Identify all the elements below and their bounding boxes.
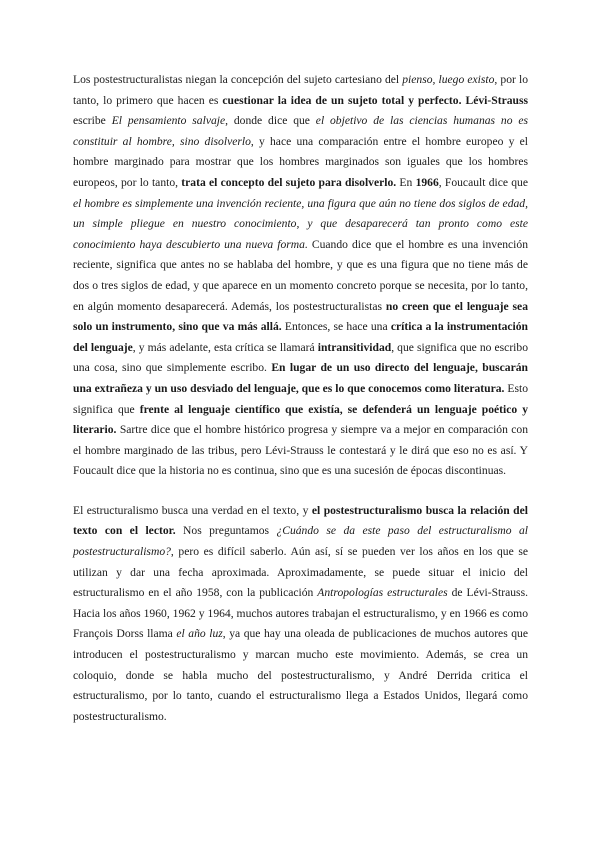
text-segment: El estructuralismo busca una verdad en el texto, y	[73, 503, 312, 517]
book-title: El pensamiento salvaje	[111, 114, 226, 128]
bold-term: intransitividad	[317, 340, 392, 354]
paragraph-postestructuralismo-sujeto	[73, 70, 528, 482]
text-segment: , Foucault dice que	[438, 175, 528, 189]
book-title: Antropologías estructurales	[317, 586, 448, 600]
text-segment: , y hace una comparación entre el hombre europeo y el hombre marginado para mostrar que los hombres marginados son iguales que los hombres europeos, por lo tanto,	[73, 134, 528, 189]
text-segment: Los postestructuralistas niegan la concepción del sujeto cartesiano del	[73, 73, 403, 86]
italic-quote: el objetivo de las ciencias humanas no es constituir al hombre, sino disolverlo	[73, 114, 529, 148]
text-segment: , donde dice que	[225, 114, 316, 128]
text-segment: Cuando dice que el hombre es una invención reciente, significa que antes no se hablaba del hombre, y que es una figura que no tiene más de dos o tres siglos de edad, y que aparece en un momento concreto porque se necesita, por lo tanto, en algún momento desaparecerá. Además, los postestructuralistas	[73, 237, 528, 313]
text-segment: escribe	[73, 114, 112, 128]
text-segment: , y más adelante, esta crítica se llamará	[132, 340, 318, 354]
bold-phrase: cuestionar la idea de un sujeto total y perfecto. Lévi-Strauss	[222, 93, 528, 107]
text-segment: , pero es difícil saberlo. Aún así, sí se pueden ver los años en los que se utilizan y dar una fecha aproximada. Aproximadamente, se puede situar el inicio del estructuralismo en el año 1958, con la publicación	[73, 545, 528, 600]
text-segment: , ya que hay una oleada de publicaciones de muchos autores que introducen el postestructuralismo y marcan mucho este movimiento. Además, se crea un coloquio, donde se habla mucho del postestructuralismo, y André Derrida critica el estructuralismo, por lo tanto, cuando el estructuralismo llega a Estados Unidos, llegará como postestructuralismo.	[73, 627, 528, 723]
text-segment: , que significa que no escribo una cosa, sino que simplemente escribo.	[73, 340, 528, 375]
italic-question: ¿Cuándo se da este paso del estructuralismo al postestructuralismo?	[73, 524, 528, 559]
text-segment: Sartre dice que el hombre histórico progresa y siempre va a mejor en comparación con el hombre marginado de las tribus, pero Lévi-Strauss le contestará y le dirá que eso no es así. Y Foucault dice que la historia no es continua, sino que es una sucesión de épocas discontinuas.	[73, 423, 528, 478]
bold-phrase: En lugar de un uso directo del lenguaje, buscarán una extrañeza y un uso desviado del lenguaje, que es lo que conocemos como literatura.	[73, 361, 528, 395]
text-segment: En	[396, 175, 416, 189]
bold-phrase: trata el concepto del sujeto para disolverlo.	[181, 175, 397, 189]
bold-phrase: frente al lenguaje científico que existía, se defenderá un lenguaje poético y literario.	[73, 402, 528, 437]
bold-phrase: no creen que el lenguaje sea solo un instrumento, sino que va más allá.	[73, 299, 528, 334]
bold-phrase: el postestructuralismo busca la relación del texto con el lector.	[73, 503, 528, 538]
italic-phrase: el año luz	[176, 627, 223, 641]
text-segment: , por lo tanto, lo primero que hacen es	[73, 73, 528, 107]
bold-phrase: crítica a la instrumentación del lenguaje	[73, 320, 528, 354]
bold-year: 1966	[415, 175, 439, 189]
italic-quote: el hombre es simplemente una invención reciente, una figura que aún no tiene dos siglos de edad, un simple pliegue en nuestro conocimiento, y que desaparecerá tan pronto como este conocimiento haya descubierto una nueva forma.	[73, 196, 528, 251]
text-segment: Entonces, se hace una	[281, 320, 391, 334]
text-segment: Nos preguntamos	[175, 524, 277, 538]
paragraph-estructuralismo-lector	[73, 501, 528, 728]
italic-phrase: pienso, luego existo	[402, 73, 495, 86]
text-segment: Esto significa que	[73, 381, 529, 416]
text-segment: de Lévi-Strauss. Hacia los años 1960, 1962 y 1964, muchos autores trabajan el estructuralismo, y en 1966 es como François Dorss llama	[73, 586, 528, 641]
